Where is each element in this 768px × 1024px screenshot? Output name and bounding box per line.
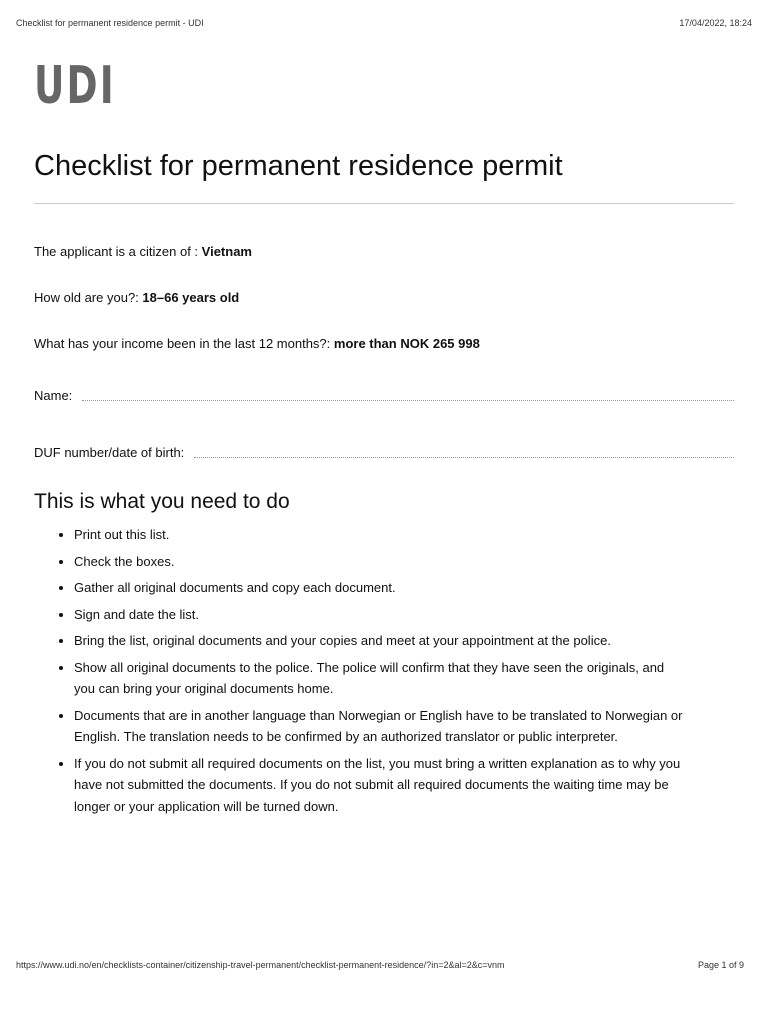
- field-label: How old are you?:: [34, 290, 143, 305]
- udi-logo: UDI: [34, 56, 116, 116]
- name-line: [34, 388, 734, 403]
- print-footer-url: https://www.udi.no/en/checklists-container/citizenship-travel-permanent/checklist-permanent-residence/?in=2&al=2&c=vnm: [16, 960, 505, 970]
- field-value: 18–66 years old: [142, 290, 240, 305]
- print-header-title: Checklist for permanent residence permit - UDI: [16, 18, 204, 28]
- field-value: Vietnam: [201, 244, 252, 259]
- dotted-fill-line: [194, 456, 734, 458]
- print-footer-page: Page 1 of 9: [697, 960, 744, 970]
- field-label: DUF number/date of birth:: [34, 445, 185, 460]
- steps-list: [34, 524, 684, 822]
- field-label: What has your income been in the last 12 months?:: [34, 336, 334, 351]
- section-heading: This is what you need to do: [34, 490, 290, 513]
- list-item: • Print out this list.: [74, 524, 684, 546]
- list-item: • If you do not submit all required documents on the list, you must bring a written explanation as to why you have not submitted the documents. If you do not submit all required documents the waiting time may be longer or your application will be turned down.: [74, 753, 684, 818]
- dotted-fill-line: [82, 399, 734, 401]
- page-title: Checklist for permanent residence permit: [34, 150, 563, 182]
- duf-line: [34, 445, 734, 460]
- list-item: • Show all original documents to the police. The police will confirm that they have seen the originals, and you can bring your original documents home.: [74, 657, 684, 700]
- list-item: • Gather all original documents and copy each document.: [74, 577, 684, 599]
- field-value: more than NOK 265 998: [333, 336, 480, 351]
- print-header-datetime: 17/04/2022, 18:24: [679, 18, 752, 28]
- field-label: The applicant is a citizen of :: [34, 244, 202, 259]
- title-divider: [34, 203, 734, 204]
- list-item: • Bring the list, original documents and your copies and meet at your appointment at the police.: [74, 630, 684, 652]
- citizenship-field: [34, 244, 252, 259]
- list-item: • Documents that are in another language than Norwegian or English have to be translated to Norwegian or English. The translation needs to be confirmed by an authorized translator or public interpreter.: [74, 705, 684, 748]
- field-label: Name:: [34, 388, 73, 403]
- income-field: [34, 336, 480, 351]
- list-item: • Check the boxes.: [74, 551, 684, 573]
- list-item: • Sign and date the list.: [74, 604, 684, 626]
- age-field: [34, 290, 239, 305]
